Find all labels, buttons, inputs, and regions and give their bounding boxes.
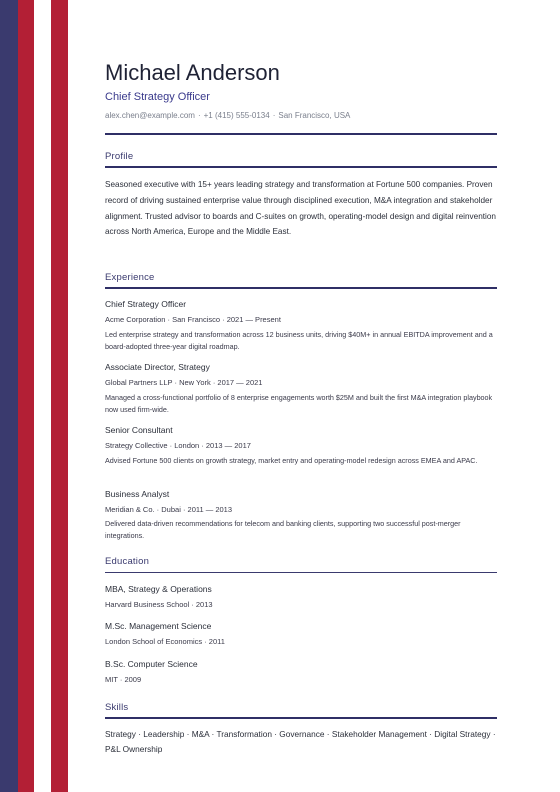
section-divider xyxy=(105,717,497,719)
section-divider xyxy=(105,166,497,168)
navy-stripe xyxy=(0,0,18,792)
education-degree: M.Sc. Management Science xyxy=(105,621,212,631)
job-description: Managed a cross-functional portfolio of 8 enterprise engagements worth $25M and built the first M&A integration playbook now used firm-wide. xyxy=(105,393,493,414)
contact-phone: +1 (415) 555-0134 xyxy=(203,111,270,120)
contact-email[interactable]: alex.chen@example.com xyxy=(105,111,195,120)
candidate-name: Michael Anderson xyxy=(105,60,280,85)
education-meta: MIT · 2009 xyxy=(105,675,142,684)
education-degree: B.Sc. Computer Science xyxy=(105,659,198,669)
contact-separator: · xyxy=(272,111,276,120)
job-title: Associate Director, Strategy xyxy=(105,362,210,372)
job-meta: Acme Corporation · San Francisco · 2021 — Present xyxy=(105,315,281,324)
profile-summary: Seasoned executive with 15+ years leading strategy and transformation at Fortune 500 companies. Proven record of driving sustained enterprise value through disciplined execution, M&A integration and stakeholder alignment. Trusted advisor to boards and C-suites on growth, operating-model design and digital reinvention across North America, Europe and the Middle East. xyxy=(105,180,496,237)
section-heading-education: Education xyxy=(105,556,150,567)
section-heading-skills: Skills xyxy=(105,702,129,713)
education-degree: MBA, Strategy & Operations xyxy=(105,584,212,594)
section-divider xyxy=(105,287,497,289)
job-meta: Strategy Collective · London · 2013 — 2017 xyxy=(105,441,251,450)
job-meta: Meridian & Co. · Dubai · 2011 — 2013 xyxy=(105,505,233,514)
header-divider xyxy=(105,133,497,135)
job-title: Business Analyst xyxy=(105,489,170,499)
section-heading-profile: Profile xyxy=(105,151,134,162)
section-heading-experience: Experience xyxy=(105,272,155,283)
contact-line xyxy=(105,111,350,120)
job-description: Advised Fortune 500 clients on growth strategy, market entry and operating-model redesign across EMEA and APAC. xyxy=(105,456,478,465)
candidate-title: Chief Strategy Officer xyxy=(105,91,210,103)
job-meta: Global Partners LLP · New York · 2017 — 2021 xyxy=(105,378,263,387)
job-title: Chief Strategy Officer xyxy=(105,299,187,309)
section-divider xyxy=(105,572,497,573)
red-stripe xyxy=(18,0,34,792)
education-meta: Harvard Business School · 2013 xyxy=(105,600,213,609)
contact-location: San Francisco, USA xyxy=(278,111,351,120)
job-title: Senior Consultant xyxy=(105,425,173,435)
job-description: Delivered data-driven recommendations for telecom and banking clients, supporting two successful post-merger integrations. xyxy=(105,519,461,540)
job-description: Led enterprise strategy and transformation across 12 business units, driving $40M+ in annual EBITDA improvement and a board-adopted three-year digital roadmap. xyxy=(105,330,493,351)
red-stripe-outer xyxy=(51,0,68,792)
contact-separator: · xyxy=(197,111,201,120)
skills-list: Strategy · Leadership · M&A · Transformation · Governance · Stakeholder Management · Digital Strategy · P&L Ownership xyxy=(105,729,496,754)
education-meta: London School of Economics · 2011 xyxy=(105,637,225,646)
